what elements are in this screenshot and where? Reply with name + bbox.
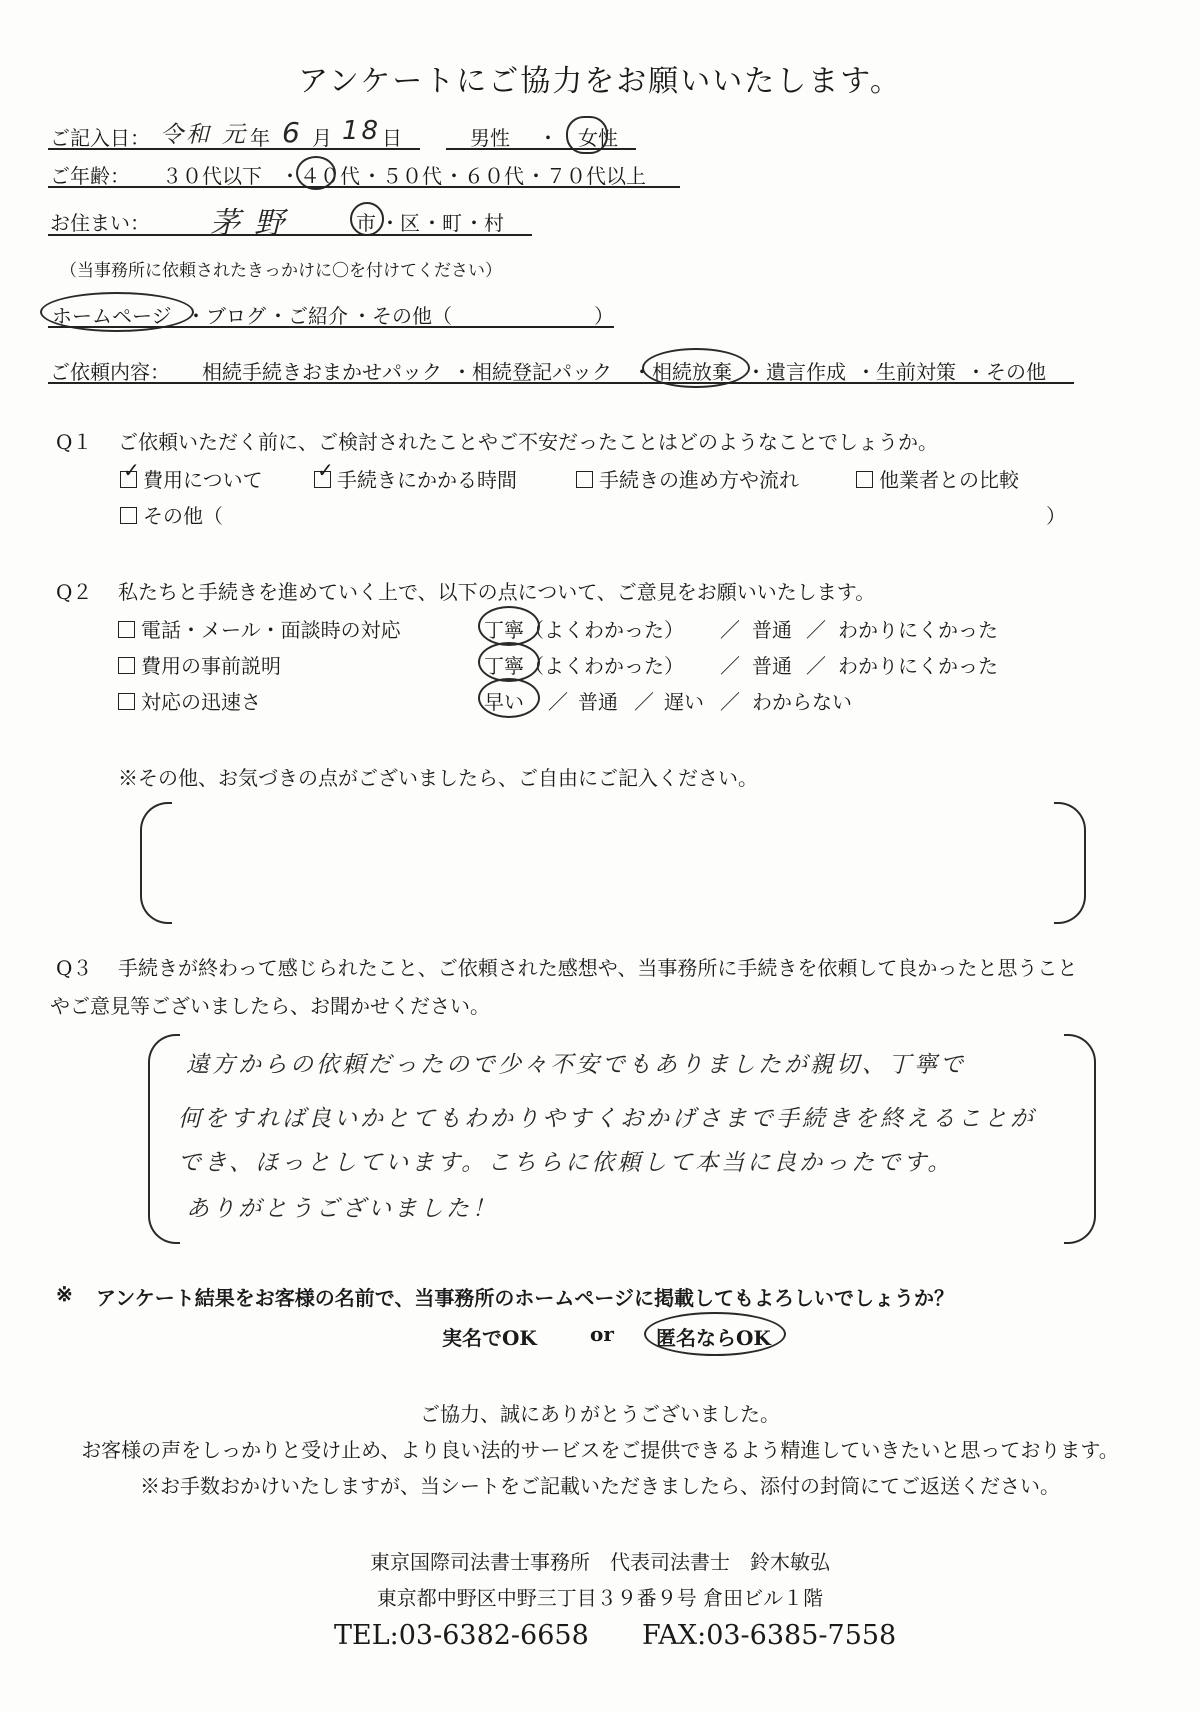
q2-comment-bracket-left — [140, 802, 172, 924]
age-option-30s: ３０代以下 — [162, 164, 262, 188]
q2-contact-normal: 普通 — [752, 618, 792, 642]
q2-speed-unknown: わからない — [752, 690, 852, 714]
q1-option-cost: ✓ 費用について — [120, 464, 263, 493]
q2-question: 私たちと手続きを進めていく上で、以下の点について、ご意見をお願いいたします。 — [118, 580, 876, 604]
q2-comment-bracket-right — [1054, 802, 1086, 924]
trigger-other-close: ） — [594, 304, 614, 328]
gender-underline — [446, 148, 636, 150]
q1-option-process: 手続きの進め方や流れ — [576, 464, 799, 493]
residence-value: 茅野 — [210, 206, 298, 241]
q2-fee-unclear: わかりにくかった — [838, 654, 998, 678]
entry-date-day-suffix: 日 — [382, 126, 402, 150]
q3-answer-line4: ありがとうございました！ — [186, 1196, 498, 1222]
q1-number: Q１ — [56, 430, 93, 454]
office-address: 東京都中野区中野三丁目３９番９号 倉田ビル１階 — [376, 1586, 824, 1610]
trigger-note: （当事務所に依頼されたきっかけに〇を付けてください） — [60, 261, 502, 281]
entry-date-day: 18 — [342, 116, 382, 146]
gender-female: 女性 — [578, 126, 618, 150]
q2-speed-slow: 遅い — [664, 690, 704, 714]
q3-answer-line1: 遠方からの依頼だったので少々不安でもありましたが親切、丁寧で — [186, 1052, 966, 1078]
q3-question-line2: やご意見等ございましたら、お聞かせください。 — [50, 994, 490, 1018]
publish-anonymous-mark — [644, 1312, 786, 1356]
publish-mark: ※ — [56, 1282, 73, 1306]
q3-answer-bracket-left — [148, 1034, 180, 1244]
residence-label: お住まい： — [50, 211, 150, 235]
checkbox-icon — [118, 693, 135, 710]
q2-contact-polite-mark — [478, 606, 540, 646]
age-option-60s: ６０代 — [464, 164, 524, 188]
q3-answer-bracket-right — [1064, 1034, 1096, 1244]
checkbox-checked-icon: ✓ — [120, 471, 137, 488]
q2-speed-fast: 早い — [484, 690, 524, 714]
q1-option-time: ✓ 手続きにかかる時間 — [314, 464, 517, 493]
age-label: ご年齢： — [50, 164, 130, 188]
age-option-70s: ７０代以上 — [546, 164, 646, 188]
request-option-omakase: 相続手続きおまかせパック — [202, 360, 442, 384]
request-option-registration: 相続登記パック — [472, 360, 612, 384]
residence-option-city: 市 — [356, 211, 376, 235]
trigger-option-blog: ブログ — [206, 304, 266, 328]
request-option-renunciation: 相続放棄 — [652, 360, 732, 384]
checkbox-icon — [118, 621, 135, 638]
office-tel: TEL:03-6382-6658 — [334, 1620, 589, 1651]
publish-question: アンケート結果をお客様の名前で、当事務所のホームページに掲載してもよろしいでしょうか？ — [96, 1286, 954, 1310]
checkbox-checked-icon: ✓ — [314, 471, 331, 488]
residence-option-town: 町 — [442, 211, 462, 235]
age-option-50s: ５０代 — [382, 164, 442, 188]
entry-date-year-suffix: 年 — [250, 126, 270, 150]
q2-contact-polite: 丁寧（よくわかった） — [484, 618, 684, 642]
checkbox-icon — [120, 507, 137, 524]
q3-answer-line3: でき、ほっとしています。こちらに依頼して本当に良かったです。 — [178, 1150, 954, 1176]
q3-answer-line2: 何をすれば良いかとてもわかりやすくおかげさまで手続きを終えることが — [178, 1106, 1036, 1132]
entry-date-year: 元 — [222, 122, 248, 148]
checkbox-icon — [576, 471, 593, 488]
entry-date-month-suffix: 月 — [312, 126, 332, 150]
q1-question: ご依頼いただく前に、ご検討されたことやご不安だったことはどのようなことでしょうか。 — [118, 430, 938, 454]
q2-speed-fast-mark — [478, 678, 540, 718]
request-underline — [48, 382, 1074, 384]
trigger-option-other: その他（ — [372, 304, 452, 328]
closing-thanks: ご協力、誠にありがとうございました。 — [420, 1402, 780, 1426]
office-fax: FAX:03-6385-7558 — [642, 1620, 897, 1651]
q2-contact-unclear: わかりにくかった — [838, 618, 998, 642]
checkbox-icon — [118, 657, 135, 674]
closing-note: ※お手数おかけいたしますが、当シートをご記載いただきましたら、添付の封筒にてご返送ください。 — [140, 1474, 1060, 1498]
q3-number: Q３ — [56, 956, 93, 980]
closing-message: お客様の声をしっかりと受け止め、より良い法的サービスをご提供できるよう精進していきたいと思っております。 — [81, 1438, 1119, 1462]
q2-fee-normal: 普通 — [752, 654, 792, 678]
q2-item-speed: 対応の迅速さ — [118, 686, 261, 715]
request-option-planning: 生前対策 — [876, 360, 956, 384]
request-option-other: その他 — [986, 360, 1046, 384]
q2-item-contact: 電話・メール・面談時の対応 — [118, 614, 401, 643]
q2-item-fee: 費用の事前説明 — [118, 650, 281, 679]
q2-number: Q２ — [56, 580, 93, 604]
publish-anonymous: 匿名ならOK — [656, 1326, 771, 1350]
residence-option-village: 村 — [484, 211, 504, 235]
entry-date-underline — [48, 148, 420, 150]
residence-underline — [48, 234, 532, 236]
q1-other-close: ） — [1046, 504, 1066, 528]
age-underline — [48, 186, 680, 188]
page-title: アンケートにご協力をお願いいたします。 — [298, 64, 902, 99]
q1-option-compare: 他業者との比較 — [856, 464, 1019, 493]
q3-question-line1: 手続きが終わって感じられたこと、ご依頼された感想や、当事務所に手続きを依頼して良かったと思うこと — [118, 956, 1078, 980]
entry-date-month: 6 — [282, 116, 303, 149]
gender-male: 男性 — [470, 126, 510, 150]
age-40s-mark — [296, 156, 336, 190]
publish-or: or — [590, 1322, 614, 1346]
gender-separator: ・ — [538, 126, 558, 150]
residence-city-mark — [350, 202, 384, 236]
trigger-option-referral: ご紹介 — [288, 304, 348, 328]
entry-date-era: 令和 — [160, 122, 212, 148]
request-label: ご依頼内容： — [50, 360, 170, 384]
publish-real-name: 実名でOK — [442, 1326, 537, 1350]
age-option-40s: ４０代 — [300, 164, 360, 188]
q2-speed-normal: 普通 — [578, 690, 618, 714]
entry-date-label: ご記入日： — [50, 126, 150, 150]
trigger-option-homepage: ホームページ — [52, 304, 172, 328]
residence-option-ward: 区 — [400, 211, 420, 235]
request-option-will: 遺言作成 — [766, 360, 846, 384]
q2-fee-polite-mark — [478, 642, 540, 682]
q2-free-prompt: ※その他、お気づきの点がございましたら、ご自由にご記入ください。 — [118, 766, 758, 790]
checkbox-icon — [856, 471, 873, 488]
office-name: 東京国際司法書士事務所 代表司法書士 鈴木敏弘 — [370, 1550, 830, 1574]
q2-fee-polite: 丁寧（よくわかった） — [484, 654, 684, 678]
trigger-underline — [48, 326, 614, 328]
q1-option-other: その他（ — [120, 500, 223, 529]
